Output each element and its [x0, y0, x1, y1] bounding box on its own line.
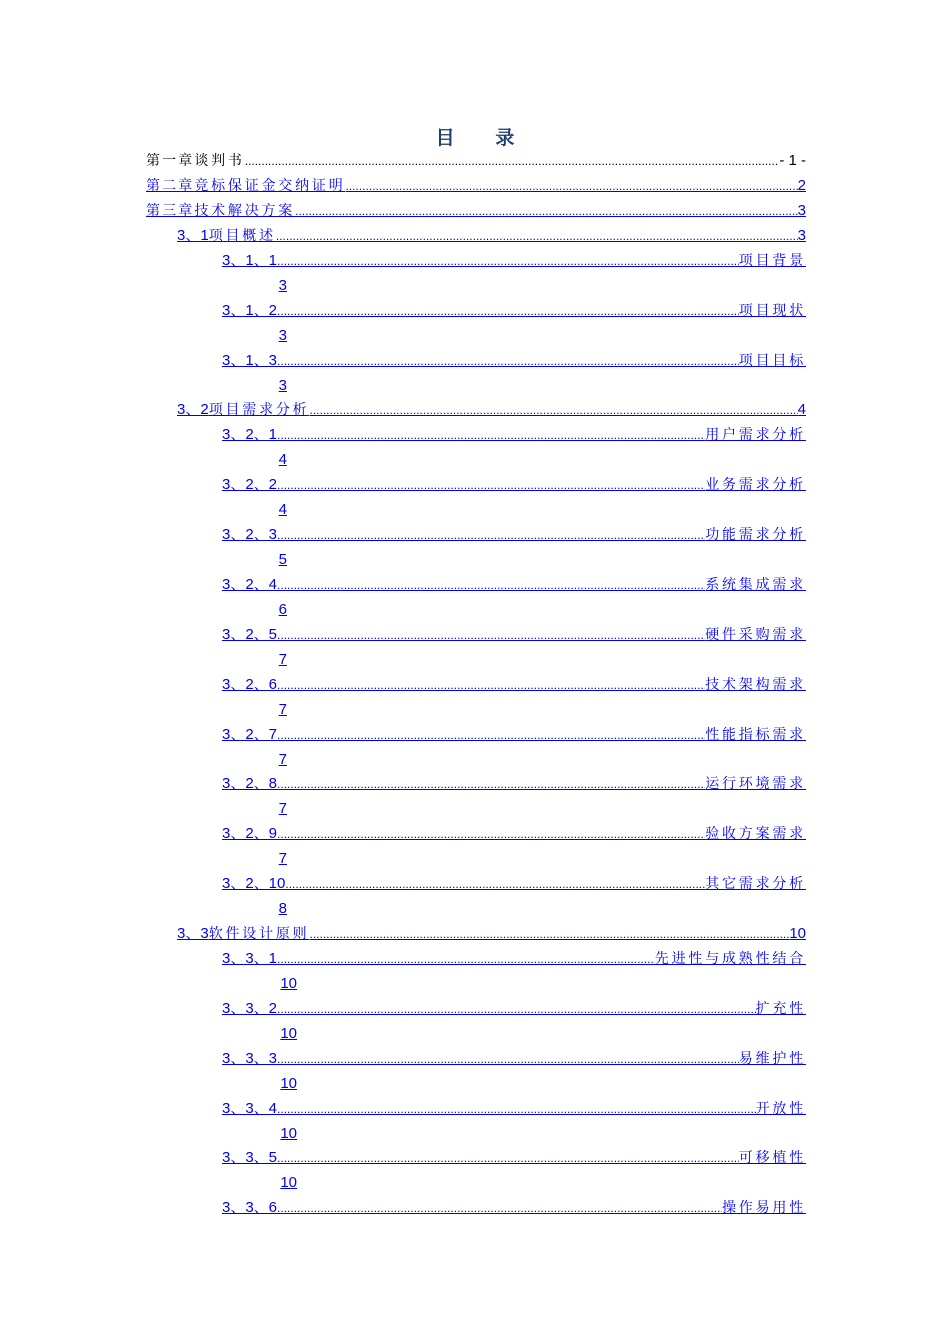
toc-entry-title: 项目现状 [738, 303, 806, 319]
toc-entry-title: 项目需求分析 [208, 402, 310, 418]
toc-entry-title: 其它需求分析 [705, 876, 806, 892]
toc-entry-title: 系统集成需求 [705, 577, 806, 593]
toc-leader-dots [277, 300, 739, 322]
toc-entry-subsection[interactable] [222, 574, 806, 596]
toc-entry-title: 谈判书 [194, 153, 245, 169]
toc-leader-dots [245, 150, 780, 172]
toc-entry-subsection[interactable] [222, 873, 806, 895]
toc-section-number: 3、3、4 [222, 1100, 278, 1117]
toc-section-number: 3、3、6 [222, 1199, 278, 1216]
toc-section-number: 3、2、7 [222, 726, 278, 743]
toc-section-number: 3、1、3 [222, 352, 278, 369]
toc-section-number: 3、3、1 [222, 950, 278, 967]
toc-entry-title: 硬件采购需求 [705, 627, 806, 643]
toc-section-number: 3、2、6 [222, 676, 278, 693]
toc-entry-title: 功能需求分析 [705, 527, 806, 543]
toc-entry-subsection[interactable] [222, 674, 806, 696]
toc-section-number: 3、2、8 [222, 775, 278, 792]
toc-entry-subsection[interactable] [222, 474, 806, 496]
toc-entry-title: 技术解决方案 [194, 203, 296, 219]
toc-entry-subsection[interactable] [222, 1197, 806, 1219]
toc-leader-dots [277, 724, 705, 746]
toc-page-number[interactable]: 10 [280, 975, 297, 992]
toc-page-number[interactable]: 10 [280, 1025, 297, 1042]
toc-leader-dots [277, 250, 739, 272]
toc-leader-dots [277, 948, 655, 970]
toc-page-number[interactable]: 3 [278, 277, 287, 294]
toc-entry-subsection[interactable] [222, 1098, 806, 1120]
toc-page-number[interactable]: 7 [278, 850, 287, 867]
toc-entry-chapter-3[interactable] [146, 200, 806, 222]
toc-page-number[interactable]: 7 [278, 751, 287, 768]
toc-section-number: 3、1 [177, 227, 209, 244]
toc-leader-dots [277, 424, 705, 446]
toc-page-number[interactable]: 7 [278, 701, 287, 718]
toc-section-number: 3、2、1 [222, 426, 278, 443]
toc-entry-chapter-2[interactable] [146, 175, 806, 197]
toc-page-number: 4 [797, 401, 806, 418]
toc-leader-dots [277, 1147, 739, 1169]
toc-page-number: - 1 - [779, 152, 806, 169]
toc-entry-subsection[interactable] [222, 724, 806, 746]
toc-page-number[interactable]: 3 [278, 327, 287, 344]
toc-page-number[interactable]: 6 [278, 601, 287, 618]
toc-section-number: 3、3 [177, 925, 209, 942]
toc-leader-dots [277, 350, 739, 372]
toc-entry-title: 验收方案需求 [705, 826, 806, 842]
toc-entry-title: 可移植性 [738, 1150, 806, 1166]
toc-section-number: 3、2 [177, 401, 209, 418]
toc-entry-title: 项目目标 [738, 353, 806, 369]
toc-leader-dots [277, 1197, 722, 1219]
toc-entry-subsection[interactable] [222, 998, 806, 1020]
toc-entry-title: 项目概述 [208, 228, 276, 244]
toc-leader-dots [277, 674, 705, 696]
toc-section-number: 3、1、2 [222, 302, 278, 319]
toc-page-number: 2 [797, 177, 806, 194]
toc-page-number[interactable]: 8 [278, 900, 287, 917]
toc-entry-title: 技术架构需求 [705, 677, 806, 693]
toc-entry-section-3-1[interactable] [177, 225, 806, 247]
toc-leader-dots [277, 574, 705, 596]
toc-entry-title: 操作易用性 [722, 1200, 806, 1216]
toc-leader-dots [277, 1098, 756, 1120]
toc-leader-dots [346, 175, 798, 197]
toc-chapter-label: 第三章 [146, 203, 195, 219]
toc-section-number: 3、2、2 [222, 476, 278, 493]
toc-entry-title: 竞标保证金交纳证明 [194, 178, 346, 194]
toc-entry-title: 性能指标需求 [705, 727, 806, 743]
toc-section-number: 3、2、3 [222, 526, 278, 543]
toc-entry-title: 开放性 [755, 1101, 806, 1117]
toc-page-number: 3 [797, 227, 806, 244]
toc-entry-subsection[interactable] [222, 250, 806, 272]
toc-entry-subsection[interactable] [222, 350, 806, 372]
toc-entry-subsection[interactable] [222, 424, 806, 446]
toc-page-number[interactable]: 10 [280, 1125, 297, 1142]
toc-entry-subsection[interactable] [222, 524, 806, 546]
toc-entry-subsection[interactable] [222, 948, 806, 970]
toc-leader-dots [295, 200, 798, 222]
toc-leader-dots [276, 225, 798, 247]
toc-leader-dots [310, 923, 790, 945]
toc-section-number: 3、2、5 [222, 626, 278, 643]
toc-page-number[interactable]: 10 [280, 1174, 297, 1191]
toc-page-number: 10 [789, 925, 806, 942]
toc-page-number: 3 [797, 202, 806, 219]
toc-entry-section-3-3[interactable] [177, 923, 806, 945]
toc-section-number: 3、1、1 [222, 252, 278, 269]
toc-chapter-label: 第一章 [146, 153, 195, 169]
toc-entry-title: 运行环境需求 [705, 776, 806, 792]
toc-leader-dots [277, 1048, 739, 1070]
toc-entry-title: 业务需求分析 [705, 477, 806, 493]
toc-entry-subsection[interactable] [222, 823, 806, 845]
toc-section-number: 3、3、2 [222, 1000, 278, 1017]
toc-entry-title: 用户需求分析 [705, 427, 806, 443]
toc-leader-dots [277, 823, 705, 845]
toc-leader-dots [277, 524, 705, 546]
toc-entry-title: 扩充性 [755, 1001, 806, 1017]
toc-entry-title: 易维护性 [738, 1051, 806, 1067]
toc-page-number[interactable]: 3 [278, 377, 287, 394]
toc-chapter-label: 第二章 [146, 178, 195, 194]
toc-title: 目 录 [435, 127, 532, 149]
toc-entry-subsection[interactable] [222, 624, 806, 646]
toc-section-number: 3、2、4 [222, 576, 278, 593]
toc-leader-dots [277, 998, 756, 1020]
toc-entry-subsection[interactable] [222, 773, 806, 795]
toc-leader-dots [310, 399, 798, 421]
toc-entry-subsection[interactable] [222, 1147, 806, 1169]
toc-page-number[interactable]: 10 [280, 1075, 297, 1092]
toc-section-number: 3、2、9 [222, 825, 278, 842]
toc-entry-subsection[interactable] [222, 1048, 806, 1070]
toc-entry-title: 软件设计原则 [208, 926, 310, 942]
toc-page-number[interactable]: 4 [278, 501, 287, 518]
toc-page-number[interactable]: 7 [278, 651, 287, 668]
toc-entry-chapter-1[interactable] [146, 150, 806, 172]
toc-entry-title: 先进性与成熟性结合 [654, 951, 806, 967]
toc-section-number: 3、3、5 [222, 1149, 278, 1166]
toc-entry-subsection[interactable] [222, 300, 806, 322]
toc-section-number: 3、3、3 [222, 1050, 278, 1067]
toc-leader-dots [277, 773, 705, 795]
toc-page-number[interactable]: 5 [278, 551, 287, 568]
toc-leader-dots [285, 873, 705, 895]
toc-leader-dots [277, 474, 705, 496]
toc-section-number: 3、2、10 [222, 875, 286, 892]
toc-page-number[interactable]: 7 [278, 800, 287, 817]
toc-entry-title: 项目背景 [738, 253, 806, 269]
toc-leader-dots [277, 624, 705, 646]
toc-entry-section-3-2[interactable] [177, 399, 806, 421]
toc-page-number[interactable]: 4 [278, 451, 287, 468]
